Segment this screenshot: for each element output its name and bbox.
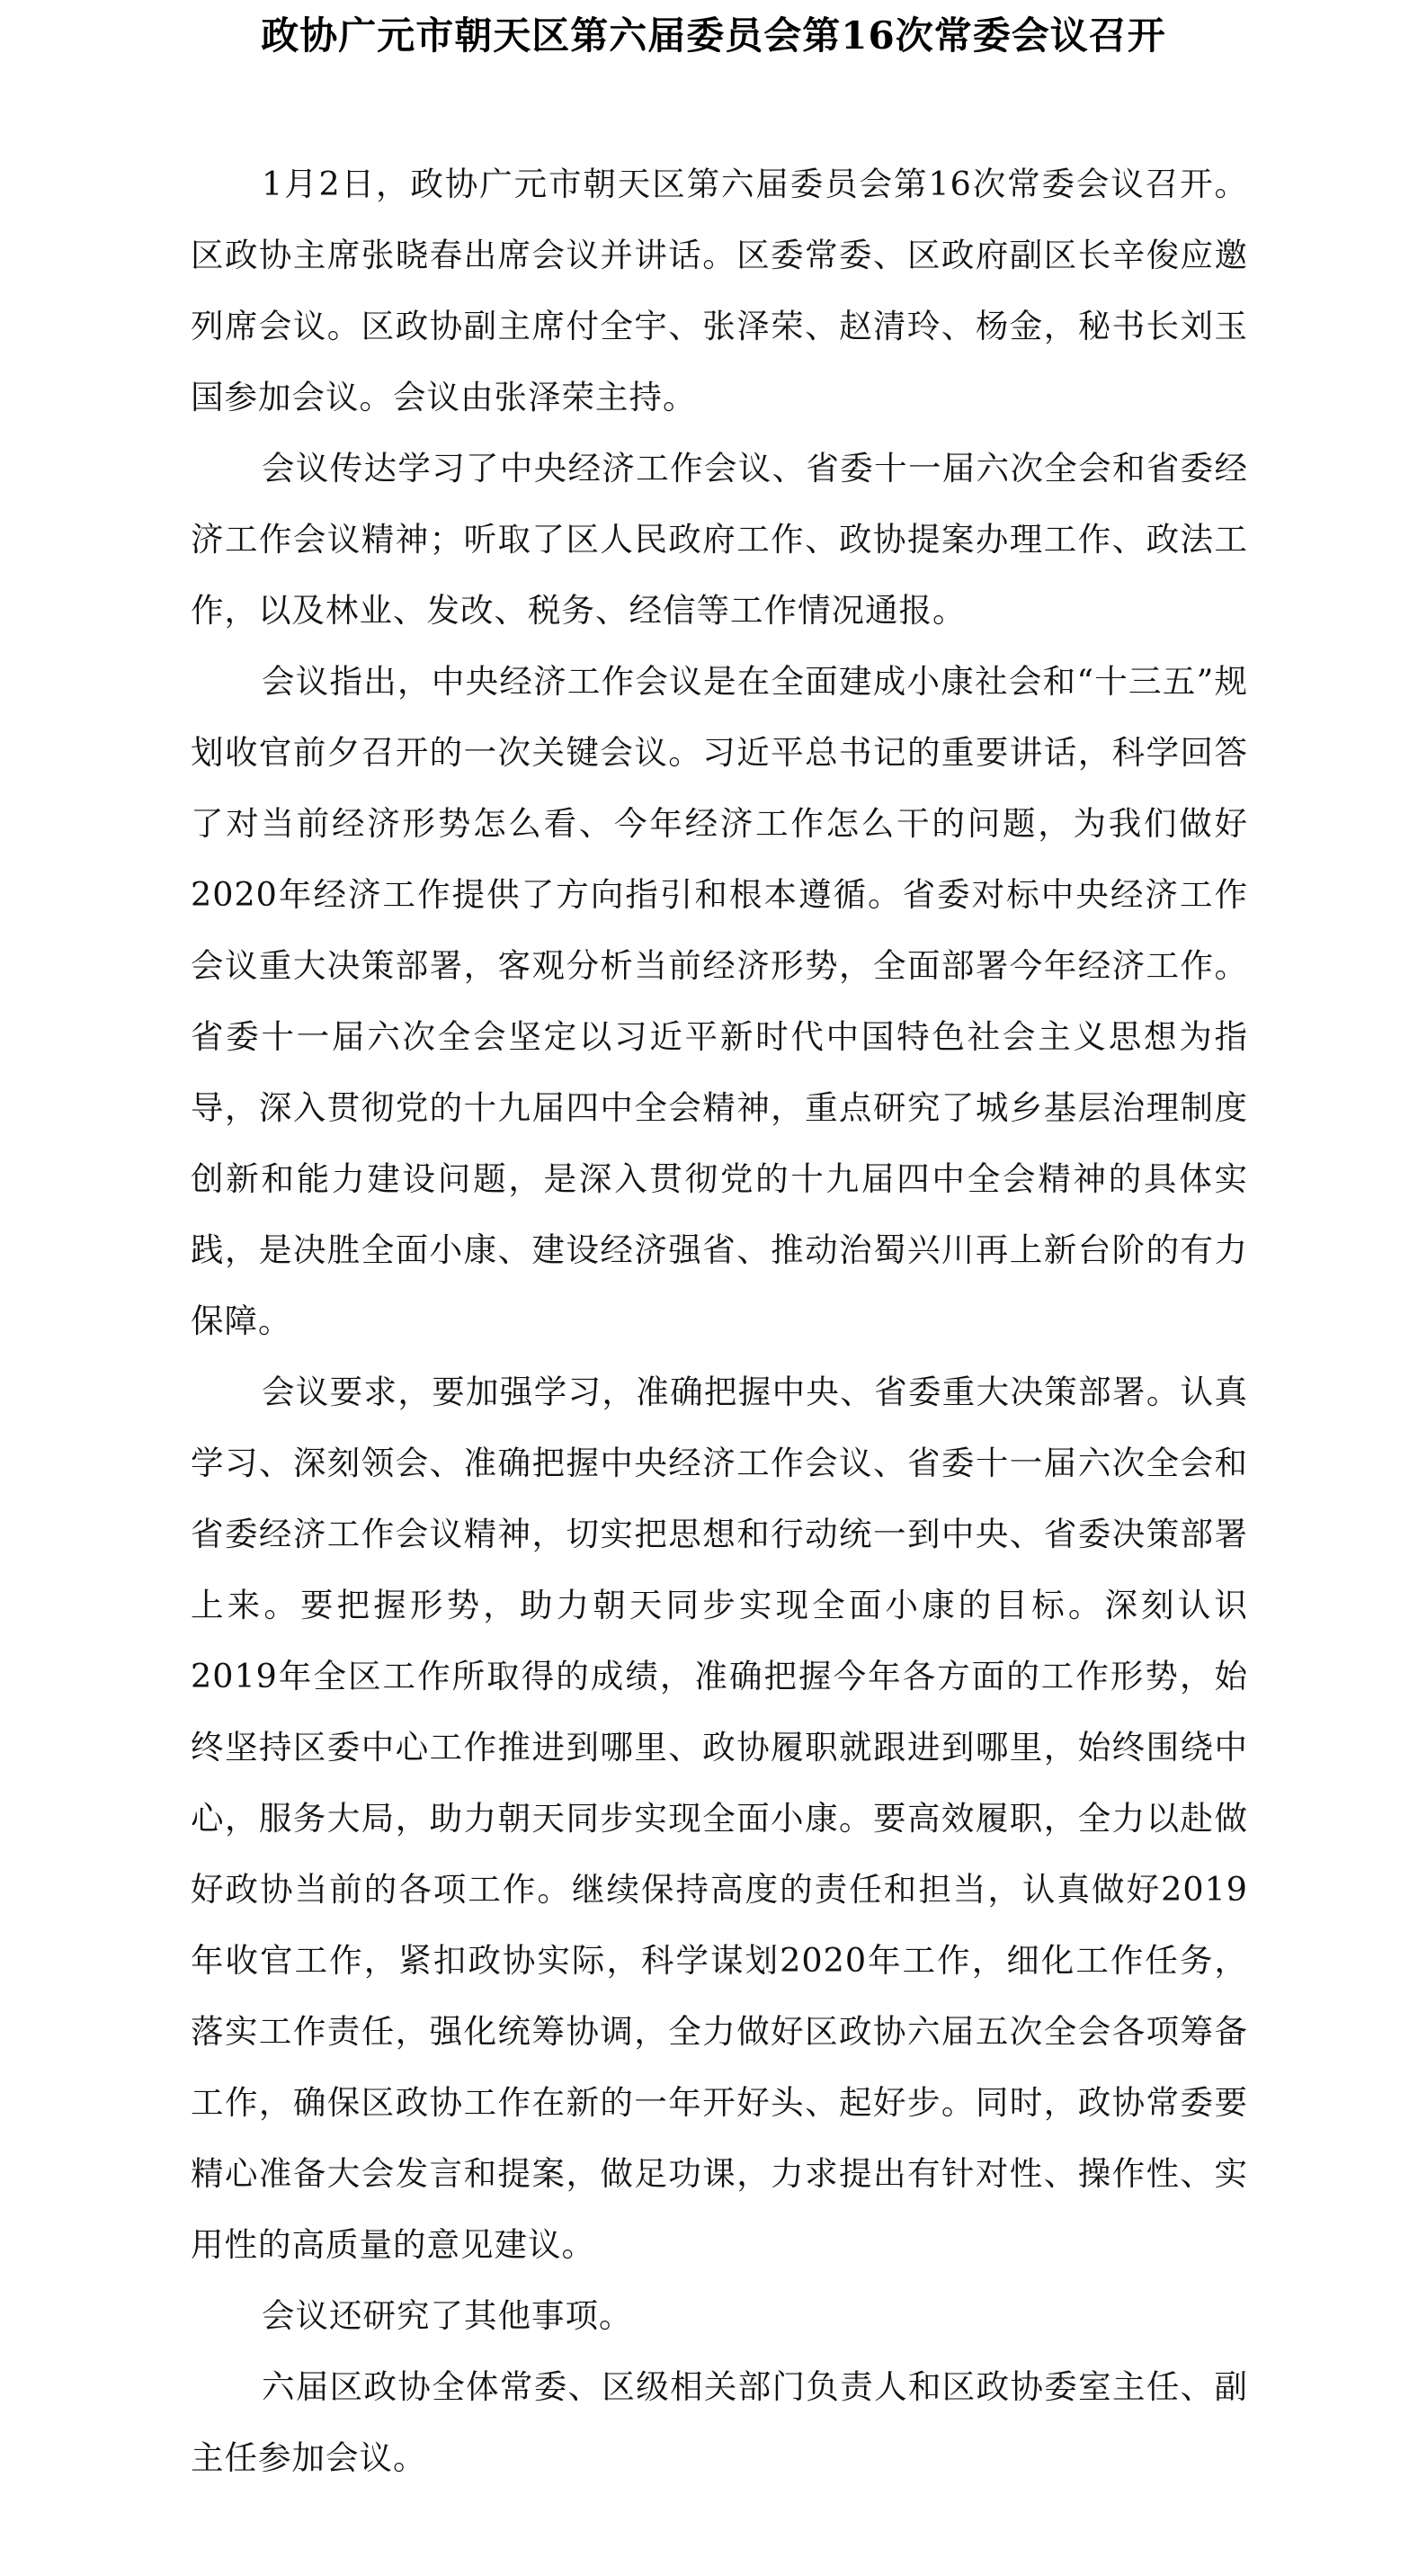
paragraph-1: 1月2日，政协广元市朝天区第六届委员会第16次常委会议召开。区政协主席张晓春出席会议并讲话。区委常委、区政府副区长辛俊应邀列席会议。区政协副主席付全宇、张泽荣、赵清玲、杨金，秘书长刘玉国参加会议。会议由张泽荣主持。 xyxy=(191,165,1248,416)
article-body xyxy=(191,148,1248,2493)
article-title: 政协广元市朝天区第六届委员会第16次常委会议召开 xyxy=(261,13,1166,58)
paragraph-3: 会议指出，中央经济工作会议是在全面建成小康社会和“十三五”规划收官前夕召开的一次关键会议。习近平总书记的重要讲话，科学回答了对当前经济形势怎么看、今年经济工作怎么干的问题，为我们做好2020年经济工作提供了方向指引和根本遵循。省委对标中央经济工作会议重大决策部署，客观分析当前经济形势，全面部署今年经济工作。省委十一届六次全会坚定以习近平新时代中国特色社会主义思想为指导，深入贯彻党的十九届四中全会精神，重点研究了城乡基层治理制度创新和能力建设问题，是深入贯彻党的十九届四中全会精神的具体实践，是决胜全面小康、建设经济强省、推动治蜀兴川再上新台阶的有力保障。 xyxy=(191,662,1248,1340)
paragraph-4: 会议要求，要加强学习，准确把握中央、省委重大决策部署。认真学习、深刻领会、准确把握中央经济工作会议、省委十一届六次全会和省委经济工作会议精神，切实把思想和行动统一到中央、省委决策部署上来。要把握形势，助力朝天同步实现全面小康的目标。深刻认识2019年全区工作所取得的成绩，准确把握今年各方面的工作形势，始终坚持区委中心工作推进到哪里、政协履职就跟进到哪里，始终围绕中心，服务大局，助力朝天同步实现全面小康。要高效履职，全力以赴做好政协当前的各项工作。继续保持高度的责任和担当，认真做好2019年收官工作，紧扣政协实际，科学谋划2020年工作，细化工作任务，落实工作责任，强化统筹协调，全力做好区政协六届五次全会各项筹备工作，确保区政协工作在新的一年开好头、起好步。同时，政协常委要精心准备大会发言和提案，做足功课，力求提出有针对性、操作性、实用性的高质量的意见建议。 xyxy=(191,1373,1248,2264)
paragraph-5: 会议还研究了其他事项。 xyxy=(262,2296,633,2335)
paragraph-6: 六届区政协全体常委、区级相关部门负责人和区政协委室主任、副主任参加会议。 xyxy=(191,2367,1248,2477)
paragraph-2: 会议传达学习了中央经济工作会议、省委十一届六次全会和省委经济工作会议精神；听取了区人民政府工作、政协提案办理工作、政法工作，以及林业、发改、税务、经信等工作情况通报。 xyxy=(191,449,1248,630)
